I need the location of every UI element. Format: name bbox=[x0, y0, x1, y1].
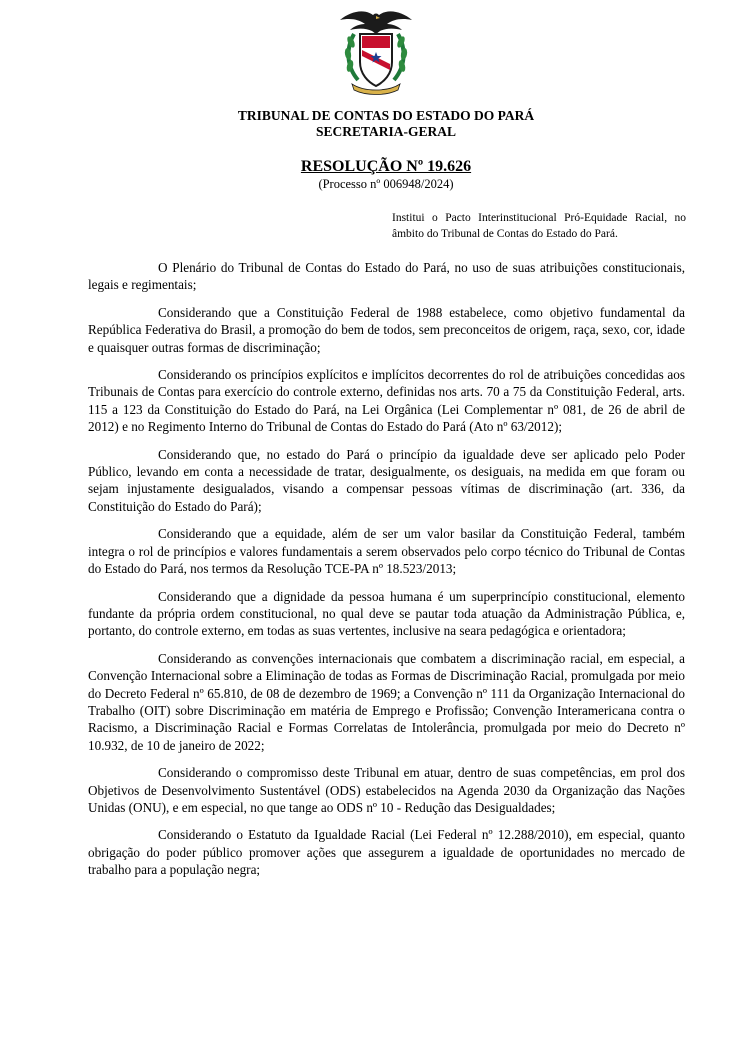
considering-paragraph: Considerando que a dignidade da pessoa humana é um superprincípio constitucional, elemento fundante da própria ordem constitucional, no qual deve se pautar toda atuação da Administração Pública, e, portanto, do controle externo, em todas as suas vertentes, inclusive na seara pedagógica e orientadora; bbox=[88, 588, 685, 639]
considering-paragraph: Considerando o compromisso deste Tribunal em atuar, dentro de suas competências, em prol dos Objetivos de Desenvolvimento Sustentável (ODS) estabelecidos na Agenda 2030 da Organização das Nações Unidas (ONU), e em especial, no que tange ao ODS nº 10 - Redução das Desigualdades; bbox=[88, 765, 685, 815]
preamble-paragraph: O Plenário do Tribunal de Contas do Estado do Pará, no uso de suas atribuições constitucionais, legais e regimentais; bbox=[88, 260, 685, 293]
ementa-summary: Institui o Pacto Interinstitucional Pró-Equidade Racial, no âmbito do Tribunal de Contas do Estado do Pará. bbox=[392, 212, 686, 240]
considering-paragraph: Considerando que a Constituição Federal de 1988 estabelece, como objetivo fundamental da República Federativa do Brasil, a promoção do bem de todos, sem preconceitos de origem, raça, sexo, cor, idade e quaisquer outras formas de discriminação; bbox=[88, 304, 685, 355]
resolution-body bbox=[88, 259, 685, 889]
considering-paragraph: Considerando que a equidade, além de ser um valor basilar da Constituição Federal, também integra o rol de princípios e valores fundamentais a serem observados pelo corpo técnico do Tribunal de Contas do Estado do Pará, nos termos da Resolução TCE-PA nº 18.523/2013; bbox=[88, 526, 685, 577]
para-coat-of-arms-icon bbox=[338, 4, 414, 96]
organization-title: TRIBUNAL DE CONTAS DO ESTADO DO PARÁ bbox=[237, 108, 535, 123]
considering-paragraph: Considerando os princípios explícitos e implícitos decorrentes do rol de atribuições concedidas aos Tribunais de Contas para exercício do controle externo, definidas nos arts. 70 a 75 da Constituição Federal, arts. 115 a 123 da Constituição do Estado do Pará, na Lei Orgânica (Lei Complementar nº 081, de 26 de abril de 2012) e no Regimento Interno do Tribunal de Contas do Estado do Pará (Ato nº 63/2012); bbox=[88, 367, 685, 435]
department-title: SECRETARIA-GERAL bbox=[315, 124, 457, 139]
considering-paragraph: Considerando que, no estado do Pará o princípio da igualdade deve ser aplicado pelo Poder Público, levando em conta a necessidade de tratar, desigualmente, os desiguais, na medida em que foram ou sejam injustamente desigualados, visando a compensar pessoas vítimas de discriminação (art. 336, da Constituição do Estado do Pará); bbox=[88, 446, 685, 514]
process-number: (Processo nº 006948/2024) bbox=[318, 177, 454, 191]
considering-paragraph: Considerando o Estatuto da Igualdade Racial (Lei Federal nº 12.288/2010), em especial, quanto obrigação do poder público promover ações que assegurem a igualdade de oportunidades no mercado de trabalho para a população negra; bbox=[88, 827, 685, 878]
resolution-title-text: RESOLUÇÃO Nº 19.626 bbox=[300, 158, 472, 175]
considering-paragraph: Considerando as convenções internacionais que combatem a discriminação racial, em especial, a Convenção Internacional sobre a Eliminação de todas as Formas de Discriminação Racial, promulgada por meio do Decreto Federal nº 65.810, de 08 de dezembro de 1969; a Convenção nº 111 da Organização Internacional do Trabalho (OIT) sobre Discriminação em matéria de Emprego e Profissão; Convenção Interamericana contra o Racismo, a Discriminação Racial e Formas Correlatas de Intolerância, promulgada por meio do Decreto nº 10.932, de 10 de janeiro de 2022; bbox=[88, 650, 685, 753]
resolution-title bbox=[0, 157, 730, 176]
